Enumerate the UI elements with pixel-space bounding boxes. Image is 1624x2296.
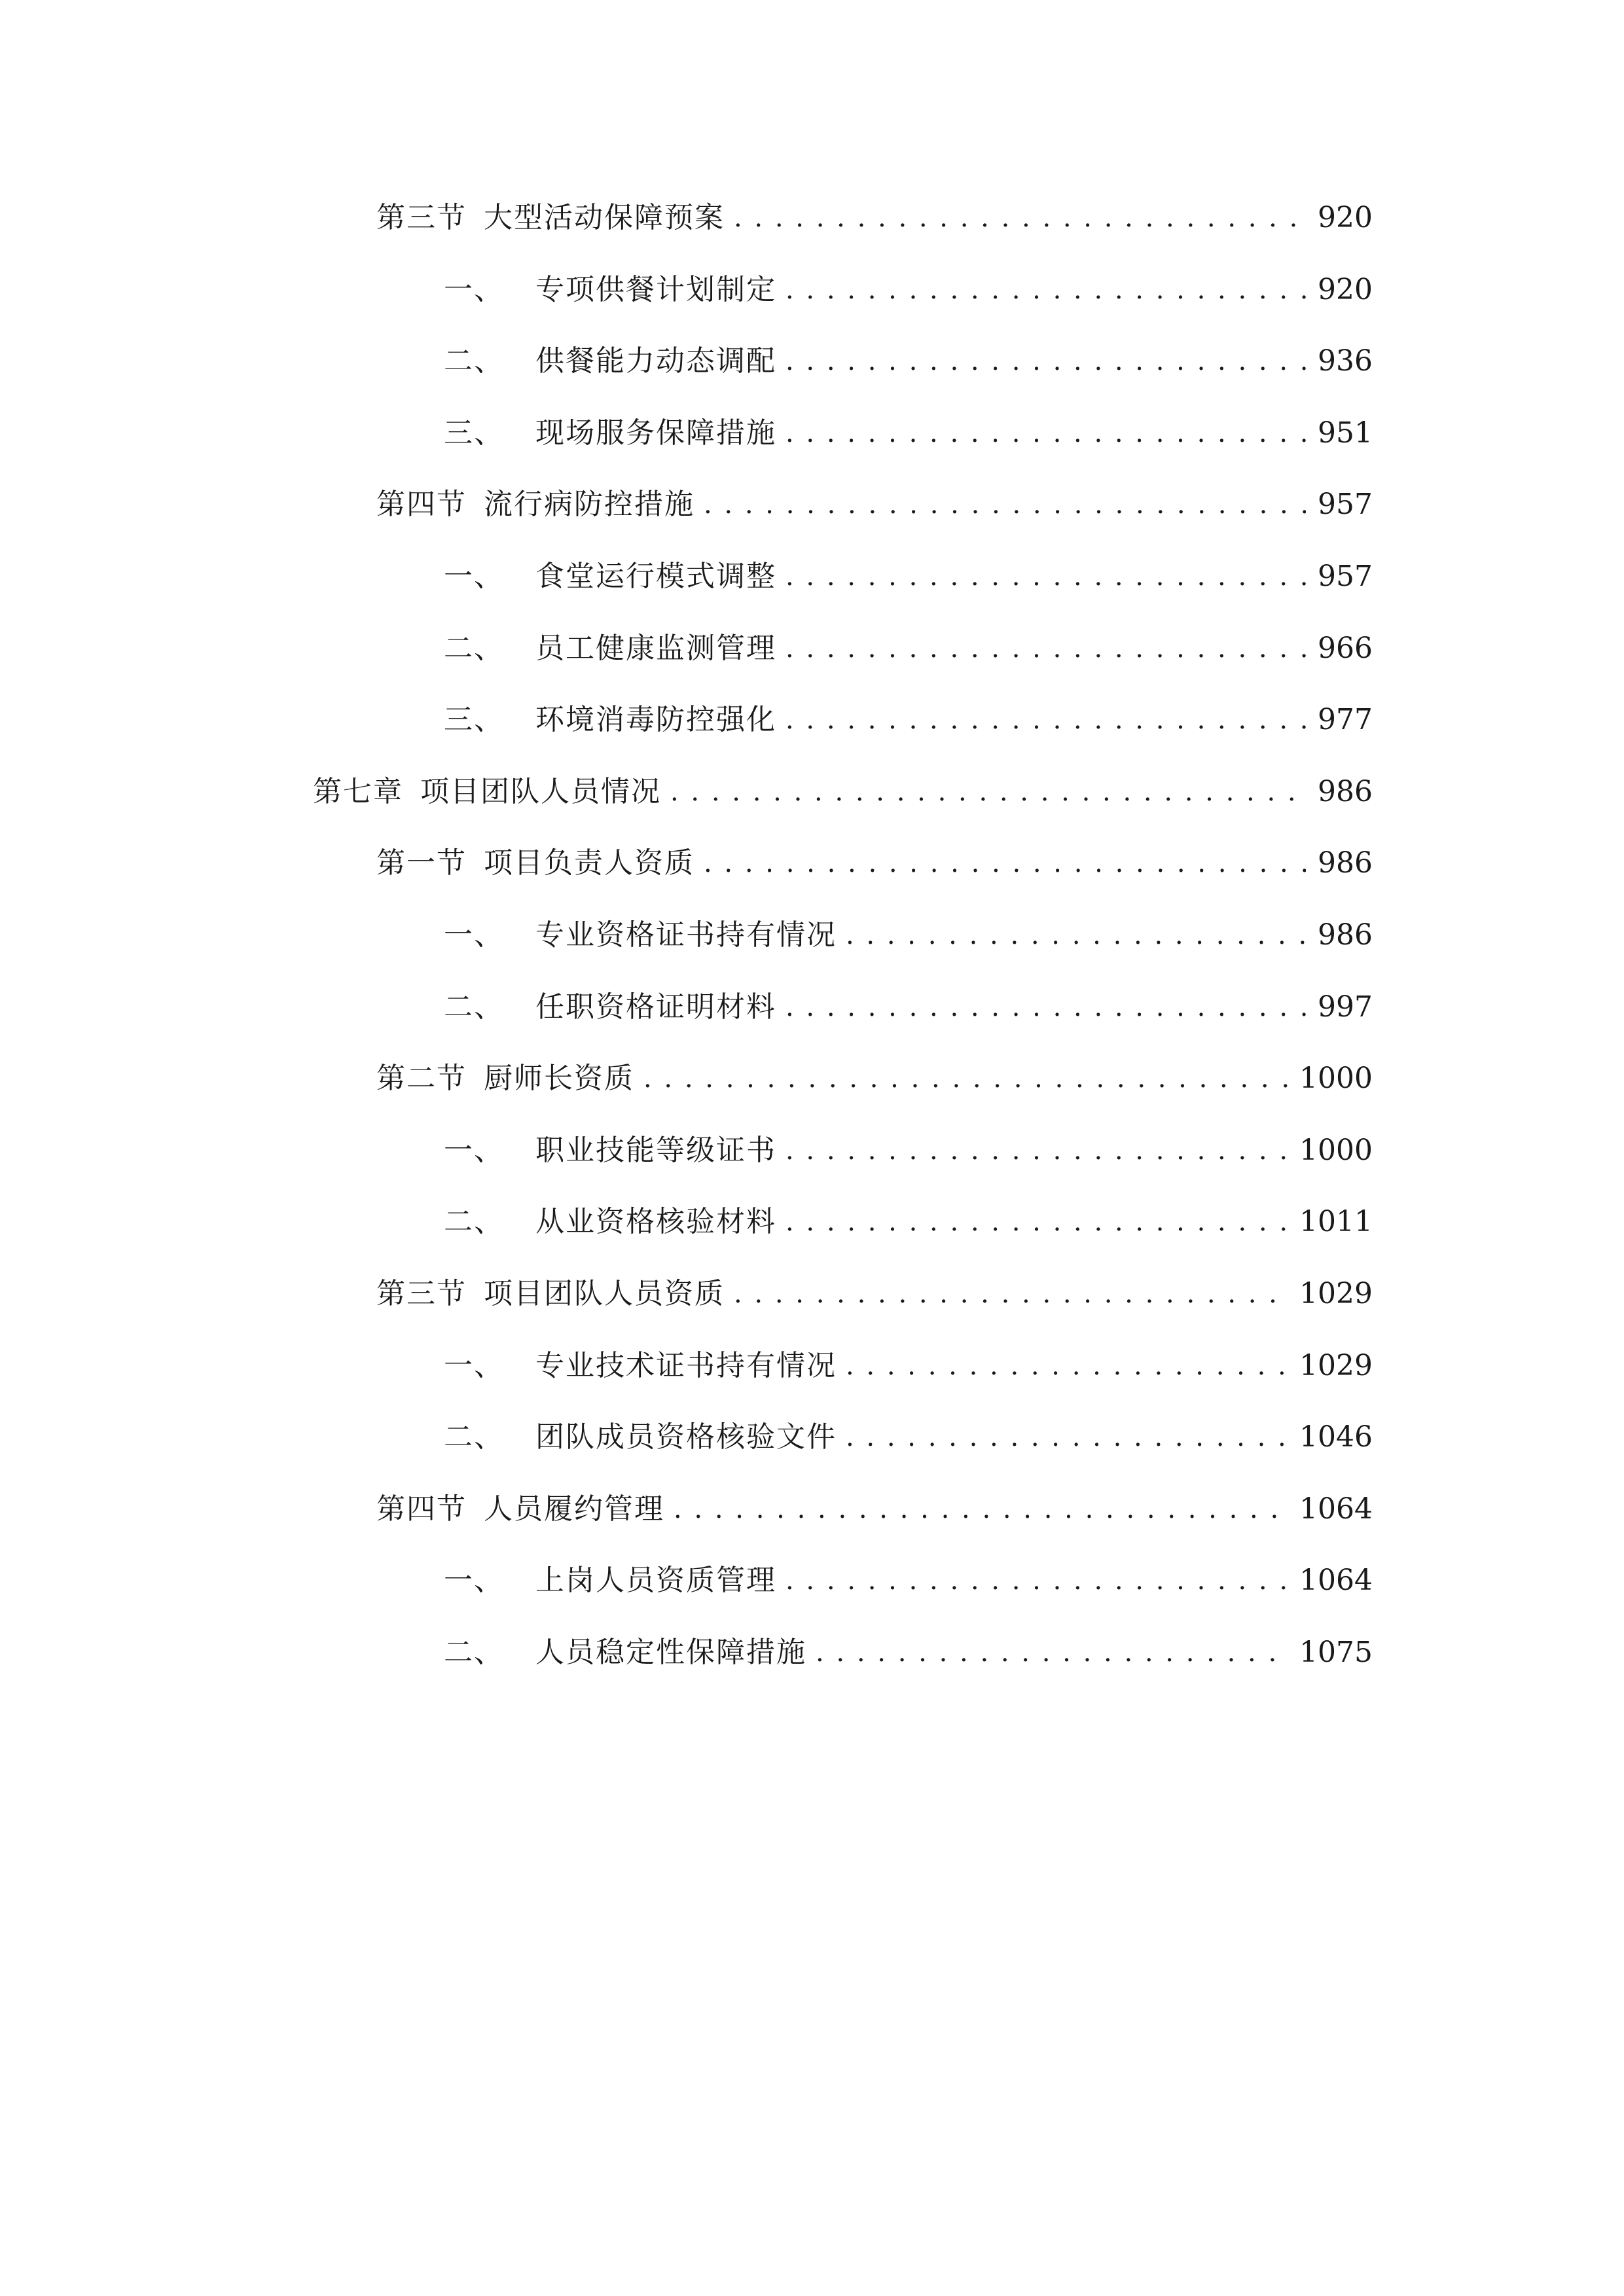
toc-entry-title: 大型活动保障预案	[484, 201, 725, 234]
toc-entry-title: 项目团队人员资质	[484, 1277, 725, 1310]
dot-leader	[785, 554, 1306, 600]
dot-leader	[785, 338, 1306, 384]
toc-entry-number: 一、	[444, 1134, 504, 1167]
toc-entry-page-number: 986	[1318, 775, 1373, 808]
toc-entry-title: 人员履约管理	[484, 1492, 664, 1526]
dot-leader	[643, 1056, 1288, 1102]
toc-entry[interactable]	[444, 1558, 1373, 1604]
dot-leader	[816, 1630, 1288, 1676]
toc-entry-number: 二、	[444, 632, 504, 665]
toc-entry-number: 第三节	[376, 1277, 467, 1310]
toc-entry-title: 人员稳定性保障措施	[535, 1636, 806, 1669]
toc-entry-title: 从业资格核验材料	[535, 1205, 776, 1238]
toc-entry-title: 食堂运行模式调整	[535, 560, 776, 593]
toc-entry-number: 第二节	[376, 1062, 467, 1095]
toc-entry-number: 一、	[444, 1349, 504, 1382]
dot-leader	[785, 1199, 1288, 1245]
toc-entry[interactable]	[444, 912, 1373, 958]
toc-entry[interactable]	[444, 338, 1373, 384]
toc-entry-title: 项目团队人员情况	[420, 775, 661, 808]
toc-entry-page-number: 936	[1318, 344, 1373, 378]
toc-entry[interactable]	[313, 769, 1373, 815]
toc-entry-page-number: 951	[1318, 416, 1373, 450]
dot-leader	[785, 697, 1306, 743]
toc-entry-title: 上岗人员资质管理	[535, 1564, 776, 1597]
toc-entry[interactable]	[376, 195, 1373, 241]
toc-entry[interactable]	[444, 410, 1373, 456]
toc-entry-page-number: 977	[1318, 703, 1373, 736]
toc-entry[interactable]	[444, 1630, 1373, 1676]
dot-leader	[785, 267, 1306, 313]
toc-entry[interactable]	[444, 984, 1373, 1030]
dot-leader	[704, 840, 1306, 886]
toc-entry-page-number: 1064	[1299, 1564, 1373, 1597]
toc-entry-number: 第一节	[376, 846, 467, 880]
toc-entry[interactable]	[444, 1414, 1373, 1460]
toc-entry[interactable]	[444, 1199, 1373, 1245]
dot-leader	[670, 769, 1306, 815]
toc-entry-page-number: 1064	[1299, 1492, 1373, 1526]
toc-entry-number: 二、	[444, 1636, 504, 1669]
toc-entry-page-number: 1000	[1299, 1062, 1373, 1095]
dot-leader	[785, 1558, 1288, 1604]
toc-entry-number: 三、	[444, 703, 504, 736]
toc-entry[interactable]	[444, 267, 1373, 313]
toc-entry-title: 职业技能等级证书	[535, 1134, 776, 1167]
toc-entry[interactable]	[444, 697, 1373, 743]
toc-entry-page-number: 986	[1318, 918, 1373, 952]
toc-entry-number: 一、	[444, 918, 504, 952]
toc-entry-title: 专业资格证书持有情况	[535, 918, 837, 952]
toc-entry-page-number: 957	[1318, 488, 1373, 521]
toc-entry-page-number: 920	[1318, 201, 1373, 234]
toc-entry[interactable]	[376, 482, 1373, 528]
toc-entry-number: 一、	[444, 1564, 504, 1597]
toc-entry[interactable]	[444, 626, 1373, 672]
toc-entry-page-number: 1046	[1299, 1420, 1373, 1454]
toc-entry-page-number: 1000	[1299, 1134, 1373, 1167]
toc-entry[interactable]	[444, 1343, 1373, 1389]
dot-leader	[704, 482, 1306, 528]
toc-entry[interactable]	[376, 840, 1373, 886]
toc-entry-number: 三、	[444, 416, 504, 450]
toc-entry-title: 项目负责人资质	[484, 846, 695, 880]
dot-leader	[785, 410, 1306, 456]
toc-entry-title: 现场服务保障措施	[535, 416, 776, 450]
dot-leader	[734, 1271, 1288, 1317]
toc-entry-title: 任职资格证明材料	[535, 990, 776, 1024]
toc-entry-page-number: 1029	[1299, 1349, 1373, 1382]
toc-entry-number: 第四节	[376, 1492, 467, 1526]
toc-entry[interactable]	[376, 1271, 1373, 1317]
dot-leader	[785, 1128, 1288, 1174]
dot-leader	[785, 984, 1306, 1030]
toc-entry-title: 环境消毒防控强化	[535, 703, 776, 736]
toc-entry-title: 流行病防控措施	[484, 488, 695, 521]
toc-entry-number: 一、	[444, 560, 504, 593]
toc-entry-number: 二、	[444, 990, 504, 1024]
dot-leader	[734, 195, 1306, 241]
toc-entry-number: 第四节	[376, 488, 467, 521]
dot-leader	[846, 912, 1306, 958]
toc-entry-title: 员工健康监测管理	[535, 632, 776, 665]
toc-entry-number: 二、	[444, 344, 504, 378]
toc-entry[interactable]	[376, 1486, 1373, 1532]
toc-entry[interactable]	[444, 1128, 1373, 1174]
dot-leader	[846, 1414, 1288, 1460]
toc-entry-number: 二、	[444, 1205, 504, 1238]
dot-leader	[785, 626, 1306, 672]
toc-entry-title: 专业技术证书持有情况	[535, 1349, 837, 1382]
toc-entry-page-number: 1075	[1299, 1636, 1373, 1669]
toc-entry-number: 一、	[444, 273, 504, 306]
toc-entry-page-number: 986	[1318, 846, 1373, 880]
toc-entry-page-number: 1029	[1299, 1277, 1373, 1310]
toc-entry-page-number: 997	[1318, 990, 1373, 1024]
toc-entry-number: 二、	[444, 1420, 504, 1454]
toc-entry-title: 团队成员资格核验文件	[535, 1420, 837, 1454]
toc-entry-page-number: 1011	[1299, 1205, 1373, 1238]
toc-entry-number: 第七章	[313, 775, 403, 808]
toc-entry[interactable]	[444, 554, 1373, 600]
dot-leader	[846, 1343, 1288, 1389]
toc-entry-title: 供餐能力动态调配	[535, 344, 776, 378]
toc-entry-page-number: 966	[1318, 632, 1373, 665]
toc-entry-page-number: 920	[1318, 273, 1373, 306]
toc-entry-number: 第三节	[376, 201, 467, 234]
toc-entry-title: 专项供餐计划制定	[535, 273, 776, 306]
dot-leader	[674, 1486, 1288, 1532]
toc-entry-title: 厨师长资质	[484, 1062, 634, 1095]
toc-entry[interactable]	[376, 1056, 1373, 1102]
toc-entry-page-number: 957	[1318, 560, 1373, 593]
